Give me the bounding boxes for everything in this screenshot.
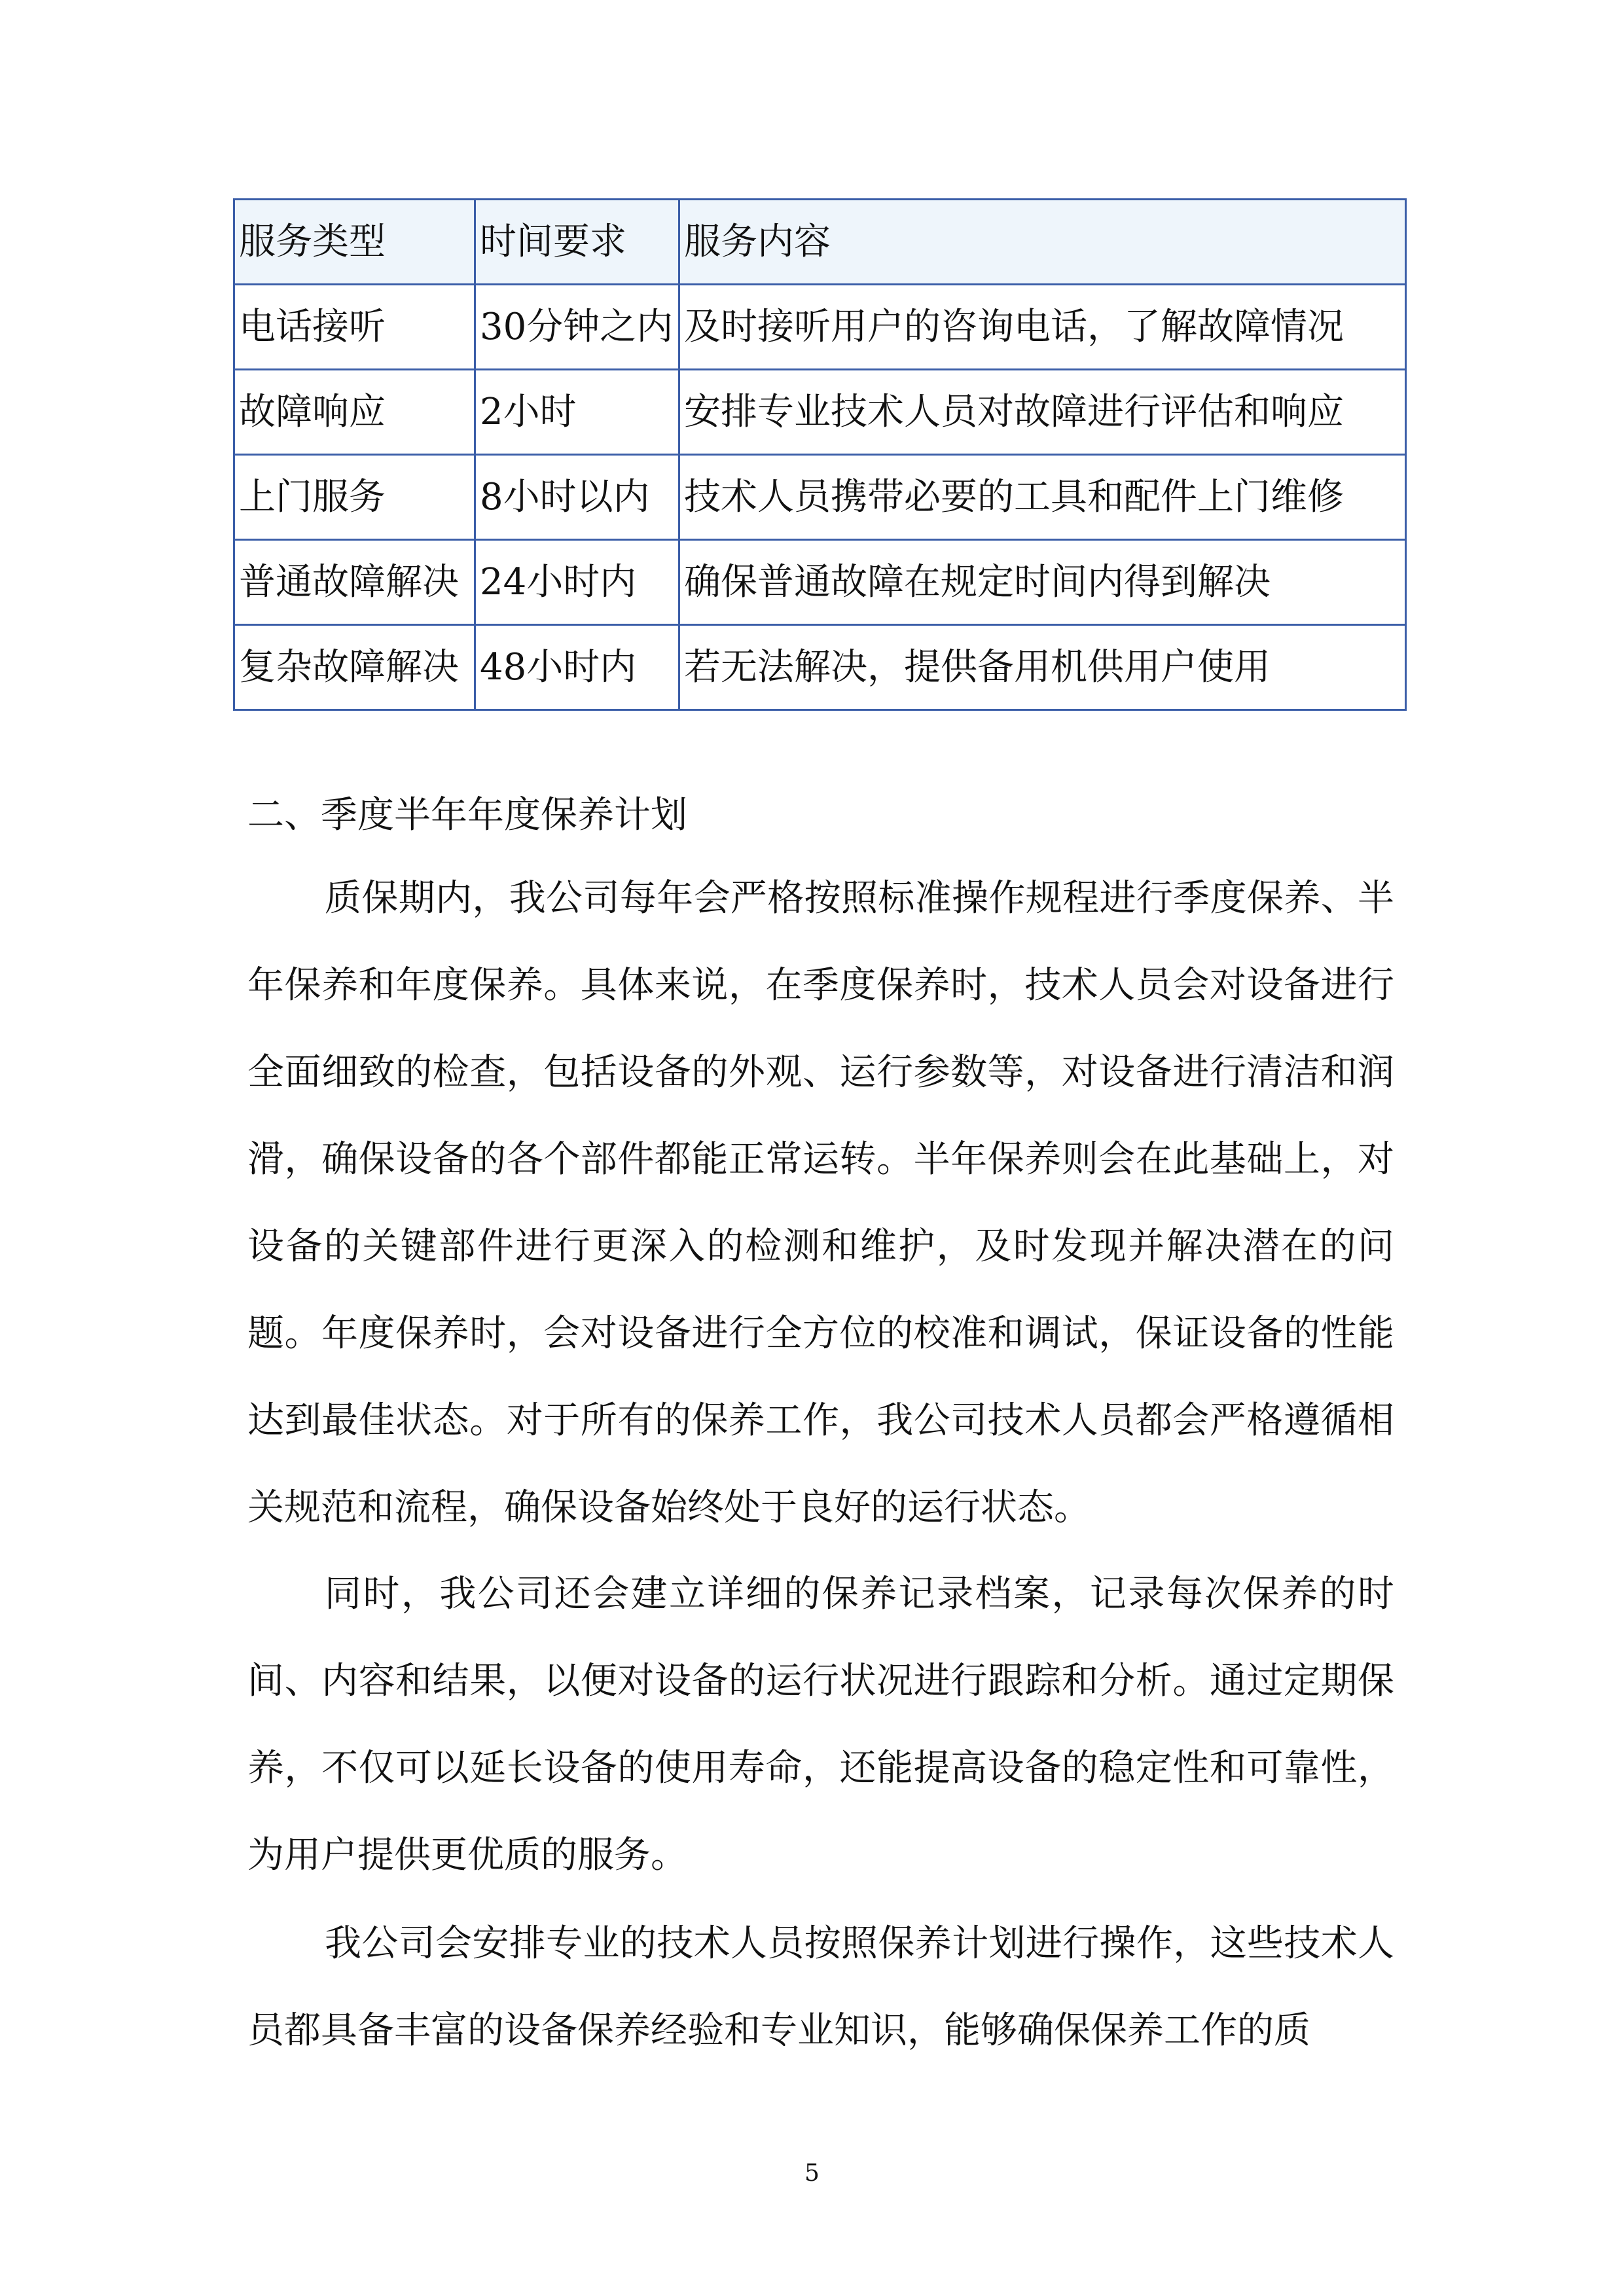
section-heading: 二、季度半年年度保养计划 [247,794,687,836]
header-time-requirement: 时间要求 [475,200,679,285]
table-cell-service-type: 电话接听 [234,285,475,370]
table-cell-service-type: 上门服务 [234,455,475,540]
table-cell-time-requirement: 24小时内 [475,540,679,625]
table-cell-time-requirement: 48小时内 [475,625,679,710]
table-cell-service-content: 若无法解决，提供备用机供用户使用 [679,625,1406,710]
table-cell-time-requirement: 8小时以内 [475,455,679,540]
page-number: 5 [804,2160,820,2187]
table-cell-service-type: 普通故障解决 [234,540,475,625]
table-row [234,285,1406,370]
header-service-type: 服务类型 [234,200,475,285]
table-row [234,455,1406,540]
table-row [234,625,1406,710]
table-cell-time-requirement: 2小时 [475,370,679,455]
body-paragraph-technical-staff: 我公司会安排专业的技术人员按照保养计划进行操作，这些技术人员都具备丰富的设备保养经验和专业知识，能够确保保养工作的质 [247,1922,1394,2052]
table-header-row [234,200,1406,285]
body-paragraph-maintenance-records: 同时，我公司还会建立详细的保养记录档案，记录每次保养的时间、内容和结果，以便对设备的运行状况进行跟踪和分析。通过定期保养，不仅可以延长设备的使用寿命，还能提高设备的稳定性和可靠性，为用户提供更优质的服务。 [247,1573,1394,1876]
table-cell-time-requirement: 30分钟之内 [475,285,679,370]
table-cell-service-type: 故障响应 [234,370,475,455]
body-paragraph-maintenance-plan: 质保期内，我公司每年会严格按照标准操作规程进行季度保养、半年保养和年度保养。具体来说，在季度保养时，技术人员会对设备进行全面细致的检查，包括设备的外观、运行参数等，对设备进行清洁和润滑，确保设备的各个部件都能正常运转。半年保养则会在此基础上，对设备的关键部件进行更深入的检测和维护，及时发现并解决潜在的问题。年度保养时，会对设备进行全方位的校准和调试，保证设备的性能达到最佳状态。对于所有的保养工作，我公司技术人员都会严格遵循相关规范和流程，确保设备始终处于良好的运行状态。 [247,877,1394,1529]
service-level-table [233,198,1407,711]
table-cell-service-content: 及时接听用户的咨询电话，了解故障情况 [679,285,1406,370]
table-cell-service-content: 确保普通故障在规定时间内得到解决 [679,540,1406,625]
table-cell-service-content: 安排专业技术人员对故障进行评估和响应 [679,370,1406,455]
table-cell-service-type: 复杂故障解决 [234,625,475,710]
table-row [234,540,1406,625]
table-row [234,370,1406,455]
table-cell-service-content: 技术人员携带必要的工具和配件上门维修 [679,455,1406,540]
header-service-content: 服务内容 [679,200,1406,285]
